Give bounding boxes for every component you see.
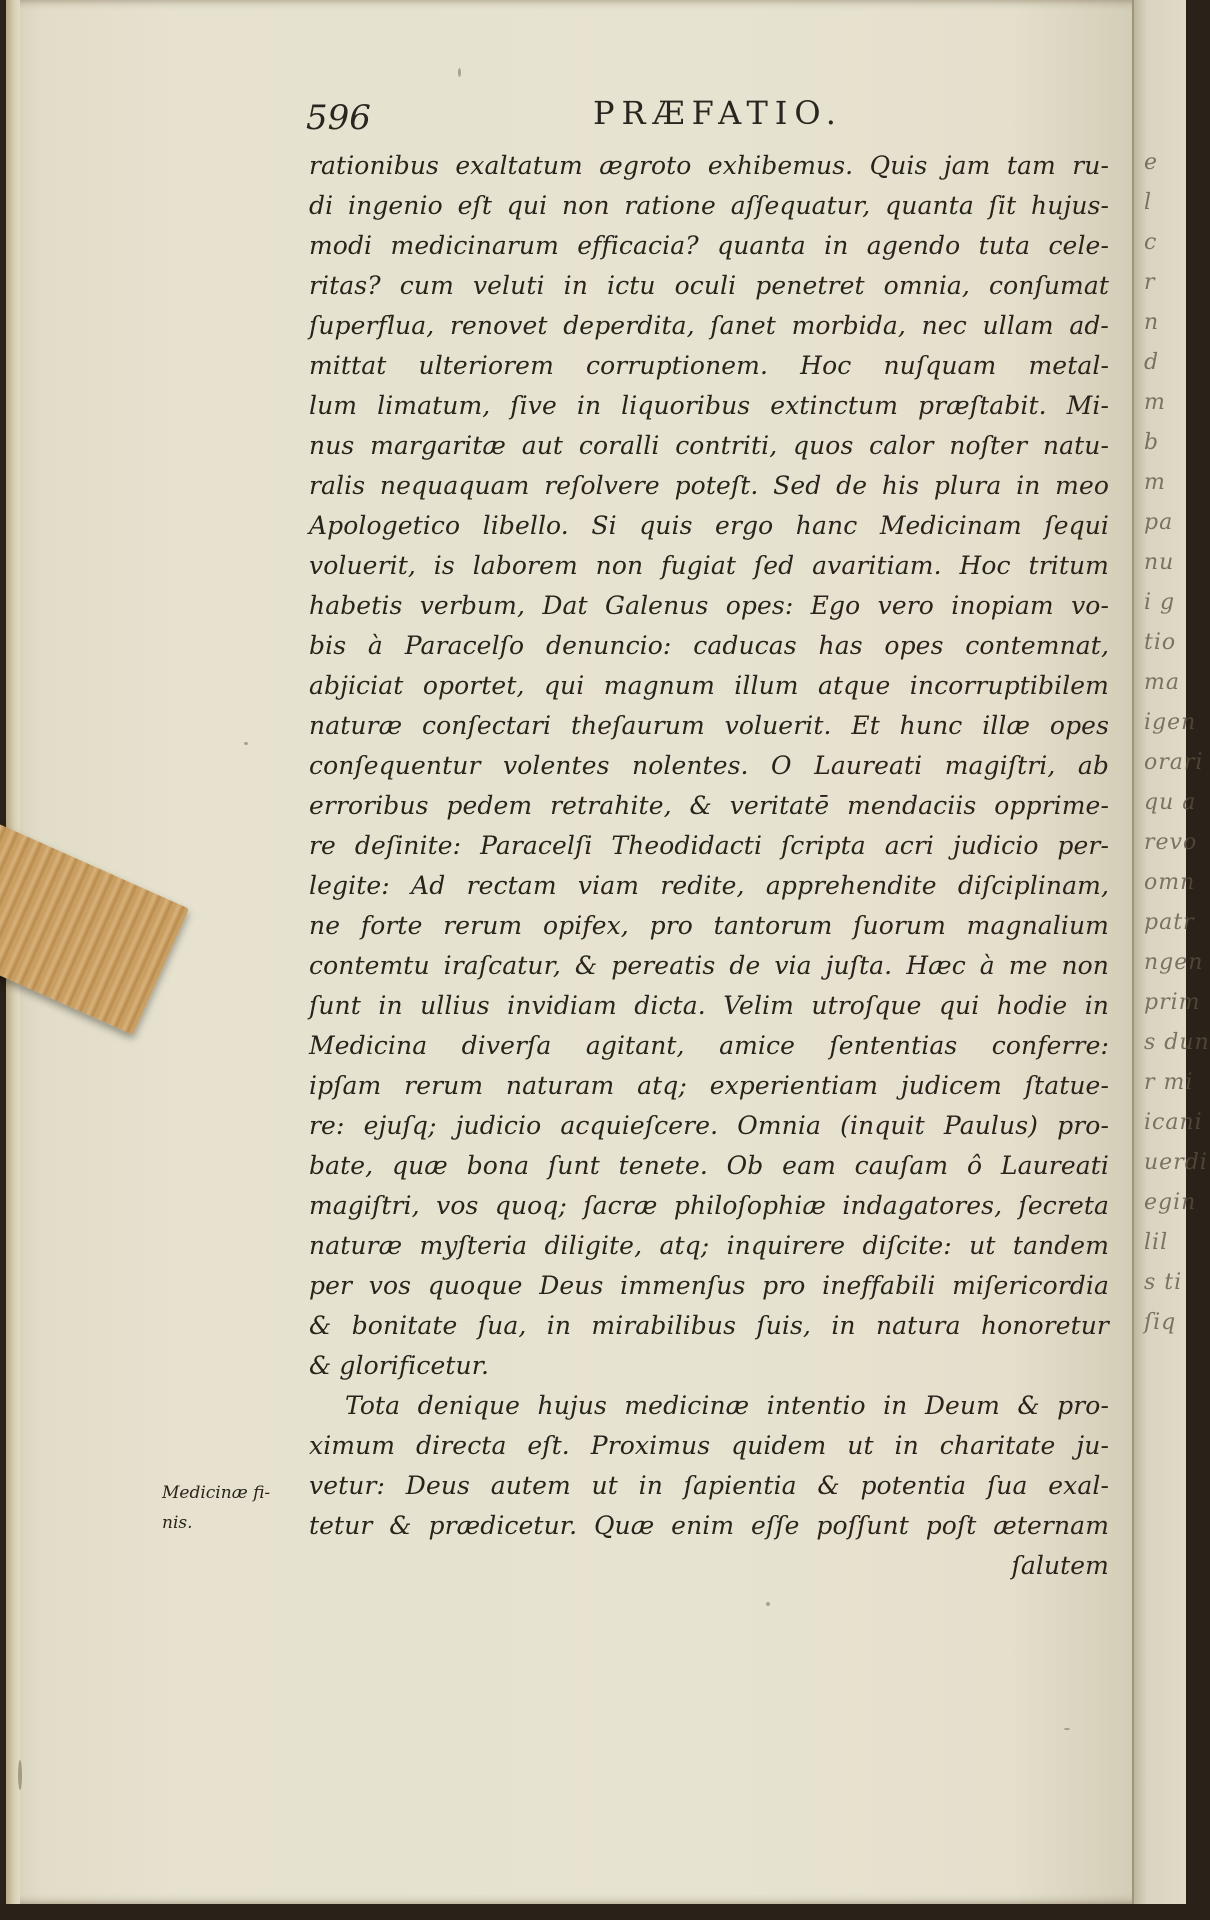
facing-page-fragment: patr xyxy=(1144,910,1195,935)
text-line: ſuperflua, renovet deperdita, ſanet morbida, nec ullam ad- xyxy=(309,311,1109,340)
text-line: vetur: Deus autem ut in ſapientia & potentia ſua exal- xyxy=(309,1471,1109,1500)
text-line: bate, quæ bona ſunt tenete. Ob eam cauſam ô Laureati xyxy=(309,1151,1109,1180)
text-line: ne forte rerum opifex, pro tantorum ſuorum magnalium xyxy=(309,911,1109,940)
text-line: Medicina diverſa agitant, amice ſententias conferre: xyxy=(309,1031,1109,1060)
facing-page-fragment: ngen xyxy=(1144,950,1204,975)
text-line: conſequentur volentes nolentes. O Laureati magiſtri, ab xyxy=(309,751,1109,780)
facing-page-fragment: n xyxy=(1144,310,1160,335)
facing-page-fragment: b xyxy=(1144,430,1160,455)
body-text xyxy=(309,146,1109,1586)
text-line: nus margaritæ aut coralli contriti, quos calor noſter natu- xyxy=(309,431,1109,460)
facing-page-fragment: r xyxy=(1144,270,1156,295)
text-line: mittat ulteriorem corruptionem. Hoc nuſquam metal- xyxy=(309,351,1109,380)
facing-page-fragment: s dun xyxy=(1144,1030,1210,1055)
text-line: tetur & prædicetur. Quæ enim eſſe poſſunt poſt æternam xyxy=(309,1511,1109,1540)
facing-page-fragment: i g xyxy=(1144,590,1176,615)
facing-page-fragment: s ti xyxy=(1144,1270,1183,1295)
running-title: PRÆFATIO. xyxy=(593,94,843,132)
page-number: 596 xyxy=(306,98,371,138)
paper-speck xyxy=(18,1760,22,1790)
facing-page-fragment: d xyxy=(1144,350,1160,375)
book-page xyxy=(6,0,1210,1904)
facing-page-fragment: lil xyxy=(1144,1230,1169,1255)
facing-page-fragment: orari xyxy=(1144,750,1204,775)
facing-page-fragment: pa xyxy=(1144,510,1174,535)
facing-page-fragment: prim xyxy=(1144,990,1201,1015)
text-line: ritas? cum veluti in ictu oculi penetret omnia, conſumat xyxy=(309,271,1109,300)
text-line: legite: Ad rectam viam redite, apprehendite diſciplinam, xyxy=(309,871,1109,900)
facing-page-fragment: qu a xyxy=(1144,790,1197,815)
facing-page-fragment: m xyxy=(1144,470,1166,495)
text-line: contemtu iraſcatur, & pereatis de via juſta. Hæc à me non xyxy=(309,951,1109,980)
text-line: erroribus pedem retrahite, & veritatē mendaciis opprime- xyxy=(309,791,1109,820)
text-line: di ingenio eſt qui non ratione aſſequatur, quanta ſit hujus- xyxy=(309,191,1109,220)
facing-page-fragment: ſiq xyxy=(1144,1310,1177,1335)
marginal-note-line: nis. xyxy=(162,1513,193,1533)
text-line: habetis verbum, Dat Galenus opes: Ego vero inopiam vo- xyxy=(309,591,1109,620)
facing-page-fragment: icani xyxy=(1144,1110,1203,1135)
text-line: & glorificetur. xyxy=(309,1351,490,1380)
paper-speck xyxy=(1064,1728,1070,1730)
text-line: bis à Paracelſo denuncio: caducas has opes contemnat, xyxy=(309,631,1109,660)
text-line: voluerit, is laborem non fugiat ſed avaritiam. Hoc tritum xyxy=(309,551,1109,580)
facing-page-fragment: egin xyxy=(1144,1190,1197,1215)
text-line: ralis nequaquam reſolvere poteſt. Sed de his plura in meo xyxy=(309,471,1109,500)
text-line: naturæ myſteria diligite, atq; inquirere diſcite: ut tandem xyxy=(309,1231,1109,1260)
marginal-note xyxy=(162,1478,292,1538)
text-line: lum limatum, ſive in liquoribus extinctum præſtabit. Mi- xyxy=(309,391,1109,420)
text-line: per vos quoque Deus immenſus pro ineffabili miſericordia xyxy=(309,1271,1109,1300)
text-line: re deſinite: Paracelſi Theodidacti ſcripta acri judicio per- xyxy=(309,831,1109,860)
page-header xyxy=(306,94,866,138)
facing-page-fragment: omn xyxy=(1144,870,1196,895)
facing-page-fragment: m xyxy=(1144,390,1166,415)
paper-speck xyxy=(766,1602,770,1606)
text-line: Apologetico libello. Si quis ergo hanc Medicinam ſequi xyxy=(309,511,1109,540)
text-line: Tota denique hujus medicinæ intentio in Deum & pro- xyxy=(345,1391,1109,1420)
text-line: rationibus exaltatum ægroto exhibemus. Quis jam tam ru- xyxy=(309,151,1109,180)
text-line: ipſam rerum naturam atq; experientiam judicem ſtatue- xyxy=(309,1071,1109,1100)
facing-page-fragment: tio xyxy=(1144,630,1177,655)
text-line: & bonitate ſua, in mirabilibus ſuis, in natura honoretur xyxy=(309,1311,1109,1340)
text-line: magiſtri, vos quoq; ſacræ philoſophiæ indagatores, ſecreta xyxy=(309,1191,1109,1220)
facing-page-fragment: revo xyxy=(1144,830,1198,855)
facing-page-fragment: ma xyxy=(1144,670,1180,695)
text-line: modi medicinarum efficacia? quanta in agendo tuta cele- xyxy=(309,231,1109,260)
text-line: re: ejuſq; judicio acquieſcere. Omnia (inquit Paulus) pro- xyxy=(309,1111,1109,1140)
facing-page-fragment: l xyxy=(1144,190,1153,215)
facing-page-fragment: uerdi xyxy=(1144,1150,1208,1175)
paper-speck xyxy=(244,742,248,745)
paper-speck xyxy=(458,68,461,77)
text-line: naturæ conſectari theſaurum voluerit. Et hunc illæ opes xyxy=(309,711,1109,740)
catchword: ſalutem xyxy=(1011,1551,1109,1580)
facing-page-fragment: igen xyxy=(1144,710,1197,735)
marginal-note-line: Medicinæ fi- xyxy=(162,1483,271,1503)
text-line: abjiciat oportet, qui magnum illum atque incorruptibilem xyxy=(309,671,1109,700)
facing-page-edge xyxy=(1132,0,1210,1904)
text-line: ſunt in ullius invidiam dicta. Velim utroſque qui hodie in xyxy=(309,991,1109,1020)
text-line: ximum directa eſt. Proximus quidem ut in charitate ju- xyxy=(309,1431,1109,1460)
facing-page-fragment: nu xyxy=(1144,550,1175,575)
facing-page-fragment: r mi xyxy=(1144,1070,1194,1095)
facing-page-fragment: e xyxy=(1144,150,1159,175)
facing-page-fragment: c xyxy=(1144,230,1158,255)
